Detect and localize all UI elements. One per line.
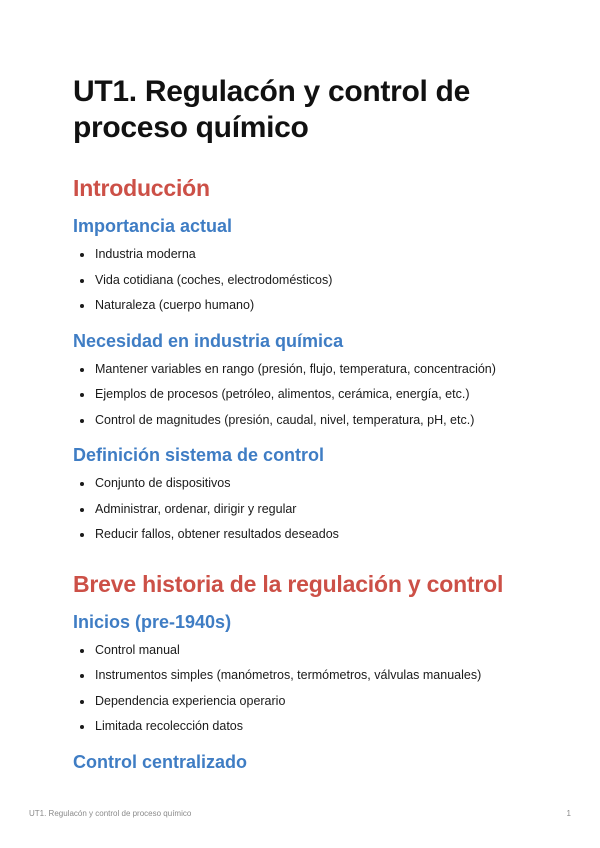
bullet-icon [80,700,84,704]
subsection-heading-inicios: Inicios (pre-1940s) [73,611,232,632]
bullet-icon [80,279,84,283]
bullet-list-importancia [73,242,543,319]
section-heading-historia: Breve historia de la regulación y control [73,570,504,597]
bullet-list-inicios [73,638,543,740]
list-item: Control manual [73,638,543,664]
page-title: UT1. Regulacón y control de proceso químico [73,75,470,144]
subsection-heading-definicion: Definición sistema de control [73,445,325,465]
bullet-icon [80,533,84,537]
list-item: Control de magnitudes (presión, caudal, nivel, temperatura, pH, etc.) [73,408,543,434]
list-item: Ejemplos de procesos (petróleo, alimentos, cerámica, energía, etc.) [73,382,543,408]
bullet-list-definicion [73,471,543,548]
bullet-icon [80,368,84,372]
subsection-heading-control-centralizado: Control centralizado [73,751,248,772]
subsection-heading-importancia: Importancia actual [73,216,233,236]
list-item: Reducir fallos, obtener resultados deseados [73,522,543,548]
bullet-icon [80,725,84,729]
bullet-icon [80,304,84,308]
bullet-icon [80,508,84,512]
footer-doc-name: UT1. Regulacón y control de proceso químico [29,809,192,818]
bullet-list-necesidad [73,357,543,434]
list-item: Industria moderna [73,242,543,268]
list-item: Conjunto de dispositivos [73,471,543,497]
list-item: Limitada recolección datos [73,714,543,740]
list-item: Naturaleza (cuerpo humano) [73,293,543,319]
list-item: Mantener variables en rango (presión, flujo, temperatura, concentración) [73,357,543,383]
list-item: Instrumentos simples (manómetros, termómetros, válvulas manuales) [73,663,543,689]
list-item: Vida cotidiana (coches, electrodomésticos) [73,268,543,294]
bullet-icon [80,649,84,653]
footer-page-number: 1 [566,809,571,818]
bullet-icon [80,674,84,678]
bullet-icon [80,419,84,423]
bullet-icon [80,482,84,486]
list-item: Dependencia experiencia operario [73,689,543,715]
subsection-heading-necesidad: Necesidad en industria química [73,330,344,351]
list-item: Administrar, ordenar, dirigir y regular [73,497,543,523]
section-heading-introduccion: Introducción [73,175,210,201]
page-content [73,74,543,778]
bullet-icon [80,253,84,257]
bullet-icon [80,393,84,397]
